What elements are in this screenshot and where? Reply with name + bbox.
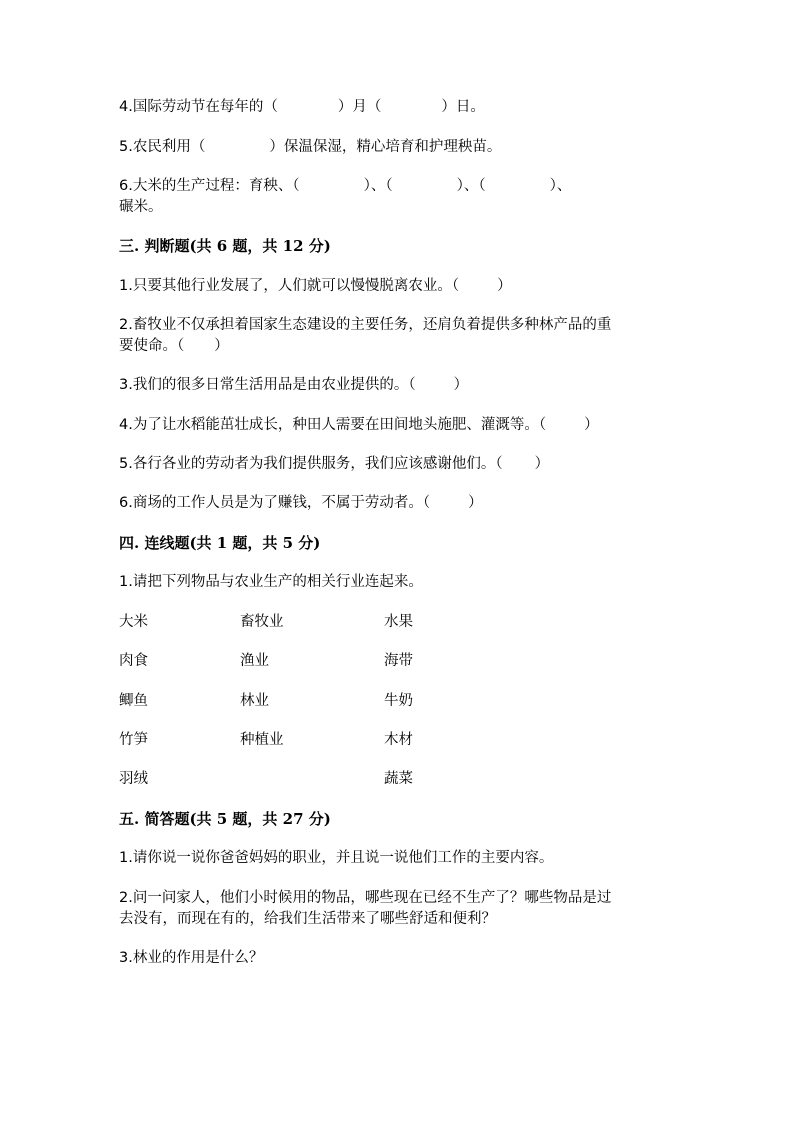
fill-question-6-continued	[119, 196, 163, 218]
question-text: 我们的很多日常生活用品是由农业提供的。（	[132, 377, 416, 393]
question-text: ）、（	[456, 178, 486, 194]
question-text: ）保温保湿，精心培育和护理秧苗。	[269, 139, 502, 155]
question-text: 商场的工作人员是为了赚钱，不属于劳动者。（	[132, 495, 431, 511]
question-number: 1.	[119, 278, 133, 294]
match-right-item[interactable]: 牛奶	[384, 693, 413, 709]
question-number: 2.	[119, 890, 133, 906]
question-number: 4.	[119, 99, 133, 115]
match-left-item[interactable]: 竹笋	[119, 732, 148, 748]
short-question-2	[119, 887, 611, 909]
match-right-item[interactable]: 海带	[384, 653, 413, 669]
question-text: ）	[497, 278, 512, 294]
fill-question-5	[119, 136, 501, 158]
fill-question-4	[119, 96, 485, 118]
question-number: 2.	[119, 317, 133, 333]
match-middle-item[interactable]: 种植业	[240, 732, 284, 748]
question-text: 问一问家人，他们小时候用的物品，哪些现在已经不生产了？哪些物品是过	[132, 890, 612, 906]
section-heading-judge: 三. 判断题(共 6 题，共 12 分)	[119, 237, 331, 255]
question-text: 去没有，而现在有的，给我们生活带来了哪些舒适和便利？	[119, 911, 496, 927]
judge-question-2-continued	[119, 335, 229, 357]
question-text: ）日。	[441, 99, 485, 115]
question-text: 只要其他行业发展了，人们就可以慢慢脱离农业。（	[132, 278, 460, 294]
question-text: ）	[453, 377, 469, 393]
judge-question-4	[119, 414, 599, 436]
short-question-3	[119, 947, 263, 969]
match-right-item[interactable]: 木材	[384, 732, 413, 748]
short-question-2-continued	[119, 908, 496, 930]
match-middle-item[interactable]: 渔业	[240, 653, 269, 669]
question-number: 1.	[119, 850, 133, 866]
question-text: 请把下列物品与农业生产的相关行业连起来。	[132, 574, 423, 590]
question-text: 农民利用（	[132, 139, 206, 155]
match-left-item[interactable]: 大米	[119, 614, 148, 630]
question-text: ）	[214, 338, 229, 354]
question-number: 1.	[119, 574, 133, 590]
judge-question-5	[119, 453, 549, 475]
question-text: ）	[468, 495, 483, 511]
question-text: 国际劳动节在每年的（	[132, 99, 278, 115]
match-left-item[interactable]: 羽绒	[119, 771, 148, 787]
question-number: 5.	[119, 139, 133, 155]
question-text: 为了让水稻能茁壮成长，种田人需要在田间地头施肥、灌溉等。（	[132, 417, 547, 433]
match-middle-item[interactable]: 畜牧业	[240, 614, 284, 630]
short-question-1	[119, 847, 553, 869]
question-text: 各行各业的劳动者为我们提供服务，我们应该感谢他们。（	[132, 456, 503, 472]
question-text: ）	[584, 417, 599, 433]
match-prompt	[119, 571, 423, 593]
question-text: 畜牧业不仅承担着国家生态建设的主要任务，还肩负着提供多种林产品的重	[132, 317, 612, 333]
question-text: 请你说一说你爸爸妈妈的职业，并且说一说他们工作的主要内容。	[132, 850, 554, 866]
section-heading-short-answer: 五. 简答题(共 5 题，共 27 分)	[119, 810, 331, 828]
question-text: ）月（	[337, 99, 382, 115]
fill-question-6	[119, 175, 571, 197]
question-number: 4.	[119, 417, 133, 433]
judge-question-6	[119, 492, 483, 514]
question-text: ）	[534, 456, 550, 472]
match-right-item[interactable]: 水果	[384, 614, 413, 630]
match-left-item[interactable]: 肉食	[119, 653, 148, 669]
question-number: 6.	[119, 178, 133, 194]
judge-question-1	[119, 275, 512, 297]
question-text: ）、（	[363, 178, 393, 194]
question-text: ）、	[549, 178, 572, 194]
judge-question-2	[119, 314, 611, 336]
question-number: 5.	[119, 456, 133, 472]
section-heading-match: 四. 连线题(共 1 题，共 5 分)	[119, 534, 321, 552]
match-left-item[interactable]: 鲫鱼	[119, 693, 148, 709]
question-number: 6.	[119, 495, 133, 511]
question-text: 要使命。（	[119, 338, 185, 354]
question-text: 大米的生产过程：育秧、（	[132, 178, 300, 194]
question-number: 3.	[119, 950, 133, 966]
question-text: 林业的作用是什么？	[132, 950, 264, 966]
question-text: 碾米。	[119, 199, 163, 215]
question-number: 3.	[119, 377, 133, 393]
judge-question-3	[119, 374, 468, 396]
match-right-item[interactable]: 蔬菜	[384, 771, 413, 787]
match-middle-item[interactable]: 林业	[240, 693, 269, 709]
